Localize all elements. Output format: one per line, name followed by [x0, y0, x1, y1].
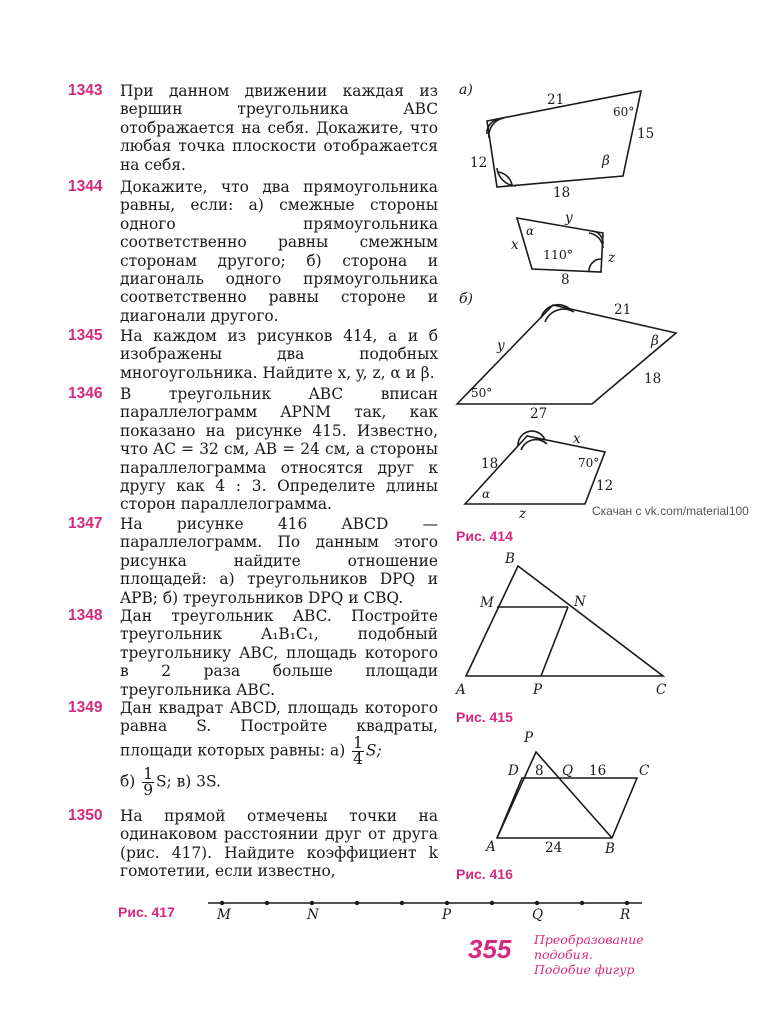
- label: α: [526, 224, 535, 238]
- page-number: 355: [468, 934, 512, 964]
- fig417-caption: Рис. 417: [118, 904, 175, 920]
- problem-number: 1345: [68, 327, 103, 344]
- fig414-part-b: б): [459, 291, 474, 307]
- label: β: [602, 153, 610, 169]
- problem-text: Докажите, что два прямоугольника равны, если: а) смежные стороны одного прямоугольника соответственно равны смежным сторонам другого; б) сторона и диагональ одного прямоугольника соответственно равны стороне и диагонали другого.: [120, 178, 438, 325]
- problem-text: На прямой отмечены точки на одинаковом расстоянии друг от друга (рис. 417). Найдите коэффициент k гомотетии, если известно,: [120, 807, 438, 881]
- problem-number: 1347: [68, 515, 103, 532]
- label: 110°: [543, 247, 574, 262]
- label: Q: [532, 907, 544, 923]
- chapter-line: Преобразование: [534, 932, 644, 947]
- chapter-title: [534, 932, 674, 977]
- label: z: [519, 506, 527, 522]
- problem-text: На каждом из рисунков 414, а и б изображены два подобных многоугольника. Найдите x, y, z, α и β.: [120, 327, 438, 382]
- label: 21: [547, 92, 565, 108]
- problem-number: 1348: [68, 607, 103, 624]
- label: 50°: [471, 386, 493, 400]
- label: C: [656, 682, 667, 698]
- label: N: [307, 907, 319, 923]
- angle-arc: [589, 259, 601, 271]
- label: 27: [530, 406, 548, 422]
- label: P: [442, 907, 452, 923]
- label: β: [651, 333, 659, 349]
- label: C: [639, 763, 650, 779]
- label: α: [482, 487, 491, 501]
- label: 18: [553, 185, 571, 201]
- problem-text-part: Дан квадрат ABCD, площадь которого равна S. Постройте квадраты, площади которых равны: а): [120, 699, 438, 760]
- label: R: [620, 907, 631, 923]
- problem-number: 1350: [68, 807, 103, 824]
- label: y: [565, 210, 573, 226]
- label: A: [456, 682, 466, 698]
- fig415-caption: Рис. 415: [456, 709, 513, 725]
- fig414-caption: Рис. 414: [456, 528, 513, 544]
- label: 18: [644, 371, 662, 387]
- label: M: [217, 907, 231, 923]
- label: P: [524, 730, 534, 746]
- label: 8: [561, 272, 570, 288]
- problem-number: 1349: [68, 699, 103, 716]
- label: y: [497, 338, 505, 354]
- fig415-segment-np: [541, 607, 568, 676]
- label: 24: [545, 840, 563, 856]
- label: 60°: [613, 105, 635, 119]
- label: x: [573, 431, 581, 447]
- fraction-numerator: 1: [143, 764, 153, 783]
- label: B: [605, 841, 615, 857]
- watermark-text: Скачан с vk.com/material100: [592, 504, 749, 518]
- label: M: [480, 595, 494, 611]
- problem-text: В треугольник ABC вписан параллелограмм APNM так, как показано на рисунке 415. Известно, что AC = 32 см, AB = 24 см, а стороны параллелограмма относятся друг к другу как 4 : 3. Определите длины сторон параллелограмма.: [120, 385, 438, 514]
- fraction-numerator: 1: [353, 733, 363, 752]
- chapter-line: Подобие фигур: [534, 962, 635, 977]
- label: D: [508, 763, 519, 779]
- fraction-denominator: 9: [143, 780, 153, 799]
- problem-text-part: S;: [365, 741, 382, 760]
- problem-text: Дан треугольник ABC. Постройте треугольник A₁B₁C₁, подобный треугольнику ABC, площадь которого в 2 раза больше площади треугольника ABC.: [120, 607, 438, 699]
- problem-number: 1343: [68, 82, 103, 99]
- label: 70°: [578, 456, 600, 470]
- fig415-triangle: [466, 566, 663, 676]
- label: B: [505, 551, 515, 567]
- label: N: [574, 594, 586, 610]
- fig414-part-a: а): [459, 82, 473, 98]
- problem-text: На рисунке 416 ABCD — параллелограмм. По данным этого рисунка найдите отношение площадей: а) треугольников DPQ и APB; б) треугольников DPQ и CBQ.: [120, 515, 438, 607]
- angle-arc: [497, 168, 516, 186]
- fig416-caption: Рис. 416: [456, 866, 513, 882]
- label: x: [511, 237, 519, 253]
- label: 12: [470, 155, 488, 171]
- label: A: [486, 839, 496, 855]
- label: 18: [481, 456, 499, 472]
- problem-text-part: б): [120, 772, 136, 791]
- label: z: [608, 250, 616, 266]
- label: 16: [589, 763, 607, 779]
- label: 8: [535, 763, 544, 779]
- label: Q: [562, 763, 574, 779]
- label: P: [533, 682, 543, 698]
- label: 15: [637, 126, 655, 142]
- label: 21: [614, 302, 632, 318]
- problem-number: 1346: [68, 385, 103, 402]
- label: 12: [596, 478, 614, 494]
- problem-text-part: S; в) 3S.: [155, 772, 221, 791]
- problem-number: 1344: [68, 178, 103, 195]
- problem-text: При данном движении каждая из вершин треугольника ABC отображается на себя. Докажите, что любая точка плоскости отображается на себя.: [120, 82, 438, 174]
- angle-arc: [589, 231, 603, 248]
- chapter-line: подобия.: [534, 947, 593, 962]
- fraction-denominator: 4: [353, 749, 363, 768]
